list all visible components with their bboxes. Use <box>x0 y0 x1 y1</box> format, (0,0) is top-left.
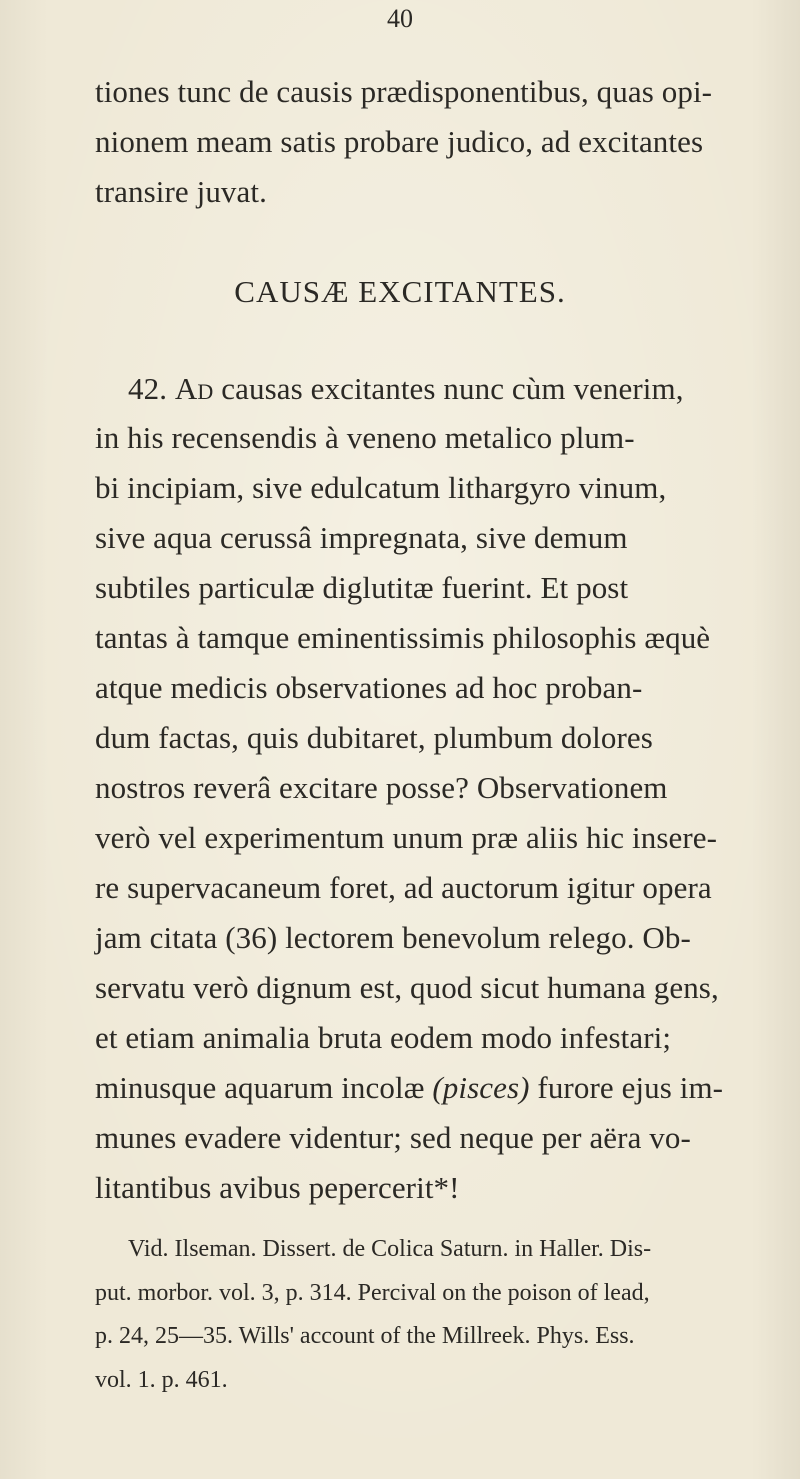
paragraph-line: atque medicis observationes ad hoc proban- <box>95 670 643 705</box>
footnote-line: vol. 1. p. 461. <box>95 1367 228 1393</box>
paragraph-line: et etiam animalia bruta eodem modo infestari; <box>95 1020 672 1055</box>
page-number: 40 <box>387 4 413 33</box>
paragraph-first-line <box>128 371 800 407</box>
pisces-line-before: minusque aquarum incolæ <box>95 1070 433 1105</box>
paragraph-line: litantibus avibus pepercerit*! <box>95 1170 460 1205</box>
paragraph-line: jam citata (36) lectorem benevolum relego. Ob- <box>95 920 691 955</box>
paragraph-line-pisces <box>95 1070 795 1106</box>
paragraph-line: tantas à tamque eminentissimis philosophis æquè <box>95 620 711 655</box>
paragraph-line: subtiles particulæ diglutitæ fuerint. Et post <box>95 570 629 605</box>
paragraph-line: bi incipiam, sive edulcatum lithargyro vinum, <box>95 470 667 505</box>
section-heading: CAUSÆ EXCITANTES. <box>234 274 566 309</box>
paragraph-line: dum factas, quis dubitaret, plumbum dolores <box>95 720 653 755</box>
footnote-line: Vid. Ilseman. Dissert. de Colica Saturn. in Haller. Dis- <box>128 1236 652 1262</box>
footnote-line: p. 24, 25—35. Wills' account of the Millreek. Phys. Ess. <box>95 1323 635 1349</box>
paragraph-line: in his recensendis à veneno metalico plum- <box>95 420 635 455</box>
intro-line-3: transire juvat. <box>95 174 267 209</box>
paragraph-line: verò vel experimentum unum præ aliis hic insere- <box>95 820 718 855</box>
pisces-line-after: furore ejus im- <box>529 1070 724 1105</box>
pisces-italic: (pisces) <box>432 1070 530 1105</box>
paragraph-first-line-text: causas excitantes nunc cùm venerim, <box>221 371 684 406</box>
paragraph-line: servatu verò dignum est, quod sicut humana gens, <box>95 970 719 1005</box>
paragraph-lead-word: Ad <box>174 371 214 406</box>
intro-line-2: nionem meam satis probare judico, ad excitantes <box>95 124 704 159</box>
intro-line-1: tiones tunc de causis prædisponentibus, quas opi- <box>95 74 713 109</box>
paragraph-line: munes evadere videntur; sed neque per aëra vo- <box>95 1120 691 1155</box>
paragraph-line: nostros reverâ excitare posse? Observationem <box>95 770 668 805</box>
paragraph-line: sive aqua cerussâ impregnata, sive demum <box>95 520 628 555</box>
footnote-line: put. morbor. vol. 3, p. 314. Percival on the poison of lead, <box>95 1280 650 1306</box>
paragraph-number: 42. <box>128 371 168 406</box>
paragraph-line: re supervacaneum foret, ad auctorum igitur opera <box>95 870 712 905</box>
